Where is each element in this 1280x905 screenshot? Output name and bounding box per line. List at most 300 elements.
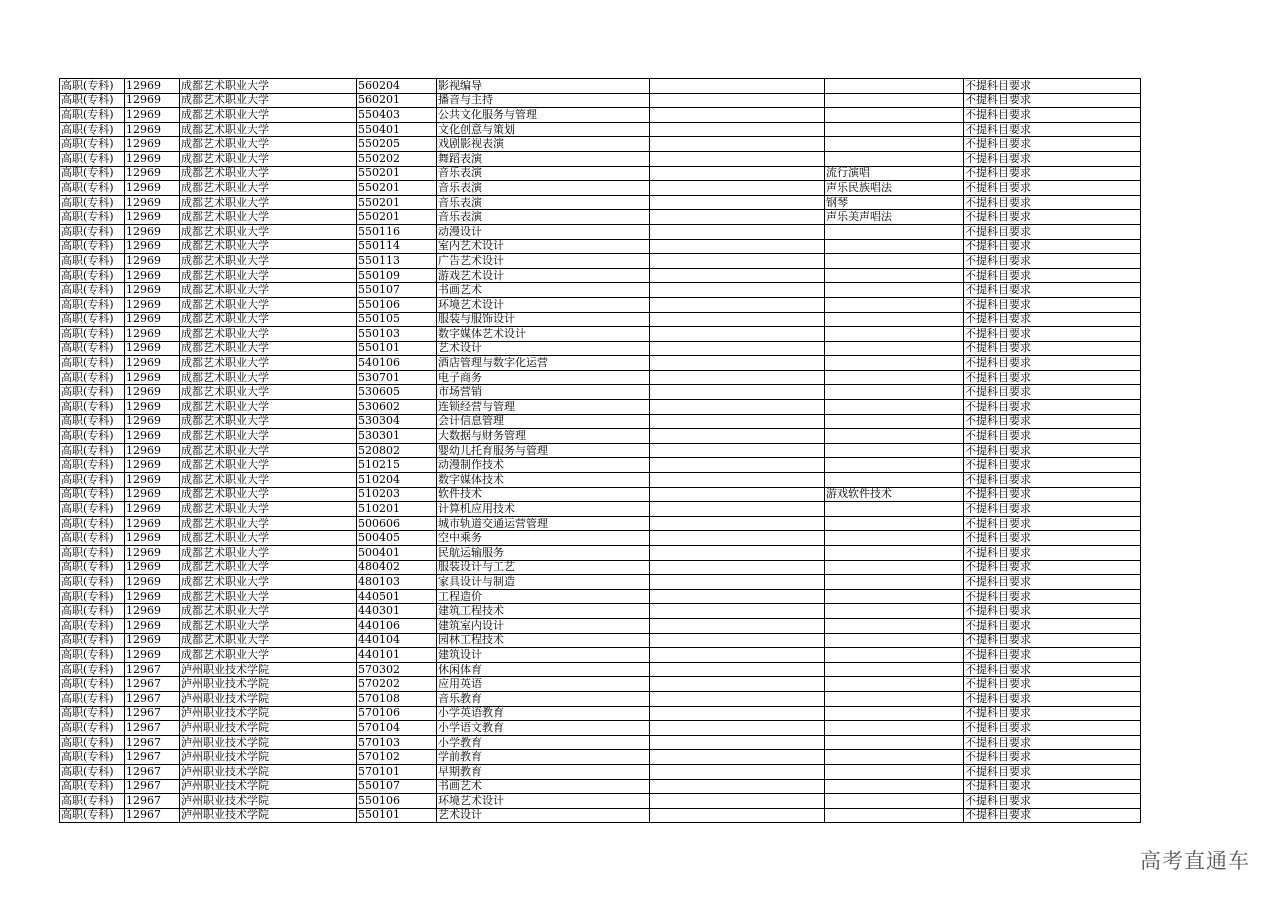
school-code-cell: 12967	[125, 794, 180, 809]
direction-cell	[825, 794, 964, 809]
level-cell: 高职(专科)	[60, 166, 125, 181]
school-name-cell: 成都艺术职业大学	[180, 648, 357, 663]
major-name-cell: 服装与服饰设计	[437, 312, 650, 327]
requirement-cell: 不提科目要求	[964, 239, 1141, 254]
major-name-cell: 音乐表演	[437, 195, 650, 210]
major-name-cell: 会计信息管理	[437, 414, 650, 429]
direction-cell	[825, 546, 964, 561]
level-cell: 高职(专科)	[60, 254, 125, 269]
table-row	[60, 706, 1141, 721]
level-cell: 高职(专科)	[60, 312, 125, 327]
note-cell	[650, 575, 825, 590]
school-code-cell: 12969	[125, 429, 180, 444]
major-name-cell: 家具设计与制造	[437, 575, 650, 590]
major-name-cell: 建筑工程技术	[437, 604, 650, 619]
school-name-cell: 成都艺术职业大学	[180, 487, 357, 502]
direction-cell	[825, 79, 964, 94]
requirement-cell: 不提科目要求	[964, 808, 1141, 823]
table-row	[60, 531, 1141, 546]
table-row	[60, 443, 1141, 458]
major-name-cell: 计算机应用技术	[437, 502, 650, 517]
school-code-cell: 12969	[125, 137, 180, 152]
level-cell: 高职(专科)	[60, 370, 125, 385]
requirement-cell: 不提科目要求	[964, 458, 1141, 473]
table-row	[60, 356, 1141, 371]
school-name-cell: 泸州职业技术学院	[180, 706, 357, 721]
school-code-cell: 12969	[125, 195, 180, 210]
direction-cell	[825, 429, 964, 444]
level-cell: 高职(专科)	[60, 108, 125, 123]
watermark-logo: 高考直通车	[1140, 849, 1250, 873]
table-row	[60, 239, 1141, 254]
direction-cell	[825, 750, 964, 765]
requirement-cell: 不提科目要求	[964, 546, 1141, 561]
direction-cell: 游戏软件技术	[825, 487, 964, 502]
note-cell	[650, 429, 825, 444]
major-code-cell: 500606	[357, 516, 437, 531]
major-code-cell: 530301	[357, 429, 437, 444]
major-name-cell: 市场营销	[437, 385, 650, 400]
requirement-cell: 不提科目要求	[964, 327, 1141, 342]
school-code-cell: 12969	[125, 473, 180, 488]
school-name-cell: 成都艺术职业大学	[180, 560, 357, 575]
note-cell	[650, 458, 825, 473]
table-row	[60, 414, 1141, 429]
note-cell	[650, 502, 825, 517]
major-name-cell: 空中乘务	[437, 531, 650, 546]
level-cell: 高职(专科)	[60, 93, 125, 108]
table-row	[60, 79, 1141, 94]
requirement-cell: 不提科目要求	[964, 312, 1141, 327]
table-row	[60, 254, 1141, 269]
table-row	[60, 458, 1141, 473]
requirement-cell: 不提科目要求	[964, 764, 1141, 779]
note-cell	[650, 239, 825, 254]
direction-cell	[825, 633, 964, 648]
note-cell	[650, 93, 825, 108]
note-cell	[650, 516, 825, 531]
level-cell: 高职(专科)	[60, 531, 125, 546]
table-row	[60, 502, 1141, 517]
note-cell	[650, 779, 825, 794]
requirement-cell: 不提科目要求	[964, 254, 1141, 269]
major-code-cell: 550201	[357, 210, 437, 225]
requirement-cell: 不提科目要求	[964, 794, 1141, 809]
table-row	[60, 604, 1141, 619]
school-code-cell: 12969	[125, 122, 180, 137]
school-name-cell: 泸州职业技术学院	[180, 779, 357, 794]
school-name-cell: 成都艺术职业大学	[180, 297, 357, 312]
school-name-cell: 成都艺术职业大学	[180, 414, 357, 429]
major-code-cell: 550107	[357, 283, 437, 298]
level-cell: 高职(专科)	[60, 706, 125, 721]
requirement-cell: 不提科目要求	[964, 473, 1141, 488]
requirement-cell: 不提科目要求	[964, 662, 1141, 677]
table-row	[60, 546, 1141, 561]
major-name-cell: 大数据与财务管理	[437, 429, 650, 444]
direction-cell	[825, 341, 964, 356]
major-name-cell: 音乐教育	[437, 691, 650, 706]
major-code-cell: 550116	[357, 224, 437, 239]
note-cell	[650, 181, 825, 196]
note-cell	[650, 400, 825, 415]
table-row	[60, 297, 1141, 312]
school-name-cell: 泸州职业技术学院	[180, 750, 357, 765]
level-cell: 高职(专科)	[60, 151, 125, 166]
school-code-cell: 12969	[125, 327, 180, 342]
school-name-cell: 泸州职业技术学院	[180, 691, 357, 706]
school-code-cell: 12969	[125, 516, 180, 531]
major-code-cell: 550114	[357, 239, 437, 254]
requirement-cell: 不提科目要求	[964, 706, 1141, 721]
major-code-cell: 550113	[357, 254, 437, 269]
level-cell: 高职(专科)	[60, 79, 125, 94]
direction-cell	[825, 808, 964, 823]
table-row	[60, 750, 1141, 765]
school-code-cell: 12969	[125, 604, 180, 619]
requirement-cell: 不提科目要求	[964, 516, 1141, 531]
major-name-cell: 数字媒体艺术设计	[437, 327, 650, 342]
major-code-cell: 440106	[357, 618, 437, 633]
requirement-cell: 不提科目要求	[964, 181, 1141, 196]
school-code-cell: 12969	[125, 79, 180, 94]
direction-cell	[825, 151, 964, 166]
direction-cell	[825, 706, 964, 721]
level-cell: 高职(专科)	[60, 618, 125, 633]
direction-cell	[825, 137, 964, 152]
major-code-cell: 510203	[357, 487, 437, 502]
direction-cell	[825, 458, 964, 473]
direction-cell	[825, 283, 964, 298]
level-cell: 高职(专科)	[60, 283, 125, 298]
table-body	[60, 79, 1141, 823]
school-name-cell: 成都艺术职业大学	[180, 531, 357, 546]
major-code-cell: 570102	[357, 750, 437, 765]
school-name-cell: 成都艺术职业大学	[180, 458, 357, 473]
direction-cell	[825, 531, 964, 546]
requirement-cell: 不提科目要求	[964, 385, 1141, 400]
requirement-cell: 不提科目要求	[964, 429, 1141, 444]
major-code-cell: 540106	[357, 356, 437, 371]
note-cell	[650, 151, 825, 166]
school-code-cell: 12969	[125, 224, 180, 239]
major-code-cell: 480103	[357, 575, 437, 590]
note-cell	[650, 691, 825, 706]
level-cell: 高职(专科)	[60, 794, 125, 809]
direction-cell	[825, 297, 964, 312]
major-name-cell: 小学教育	[437, 735, 650, 750]
note-cell	[650, 224, 825, 239]
school-name-cell: 成都艺术职业大学	[180, 546, 357, 561]
school-name-cell: 泸州职业技术学院	[180, 764, 357, 779]
major-name-cell: 小学英语教育	[437, 706, 650, 721]
school-code-cell: 12969	[125, 531, 180, 546]
school-name-cell: 成都艺术职业大学	[180, 181, 357, 196]
note-cell	[650, 341, 825, 356]
note-cell	[650, 79, 825, 94]
major-code-cell: 560204	[357, 79, 437, 94]
direction-cell	[825, 662, 964, 677]
major-name-cell: 小学语文教育	[437, 721, 650, 736]
requirement-cell: 不提科目要求	[964, 531, 1141, 546]
requirement-cell: 不提科目要求	[964, 341, 1141, 356]
table-row	[60, 151, 1141, 166]
major-code-cell: 570101	[357, 764, 437, 779]
major-code-cell: 510201	[357, 502, 437, 517]
level-cell: 高职(专科)	[60, 750, 125, 765]
school-code-cell: 12969	[125, 151, 180, 166]
major-code-cell: 510204	[357, 473, 437, 488]
major-code-cell: 550105	[357, 312, 437, 327]
table-row	[60, 721, 1141, 736]
requirement-cell: 不提科目要求	[964, 356, 1141, 371]
requirement-cell: 不提科目要求	[964, 779, 1141, 794]
level-cell: 高职(专科)	[60, 327, 125, 342]
note-cell	[650, 604, 825, 619]
table-row	[60, 764, 1141, 779]
school-name-cell: 成都艺术职业大学	[180, 400, 357, 415]
requirement-cell: 不提科目要求	[964, 648, 1141, 663]
school-name-cell: 成都艺术职业大学	[180, 79, 357, 94]
school-name-cell: 成都艺术职业大学	[180, 443, 357, 458]
major-code-cell: 570108	[357, 691, 437, 706]
school-name-cell: 泸州职业技术学院	[180, 794, 357, 809]
school-code-cell: 12969	[125, 487, 180, 502]
note-cell	[650, 706, 825, 721]
table-row	[60, 560, 1141, 575]
table-row	[60, 575, 1141, 590]
note-cell	[650, 764, 825, 779]
level-cell: 高职(专科)	[60, 224, 125, 239]
school-code-cell: 12969	[125, 618, 180, 633]
note-cell	[650, 560, 825, 575]
major-name-cell: 戏剧影视表演	[437, 137, 650, 152]
table-row	[60, 268, 1141, 283]
level-cell: 高职(专科)	[60, 122, 125, 137]
major-code-cell: 550401	[357, 122, 437, 137]
school-code-cell: 12969	[125, 341, 180, 356]
level-cell: 高职(专科)	[60, 516, 125, 531]
level-cell: 高职(专科)	[60, 443, 125, 458]
table-row	[60, 312, 1141, 327]
note-cell	[650, 122, 825, 137]
school-name-cell: 成都艺术职业大学	[180, 122, 357, 137]
major-code-cell: 550103	[357, 327, 437, 342]
major-code-cell: 530605	[357, 385, 437, 400]
major-code-cell: 550201	[357, 195, 437, 210]
major-name-cell: 酒店管理与数字化运营	[437, 356, 650, 371]
direction-cell	[825, 575, 964, 590]
note-cell	[650, 312, 825, 327]
note-cell	[650, 473, 825, 488]
requirement-cell: 不提科目要求	[964, 633, 1141, 648]
school-code-cell: 12969	[125, 297, 180, 312]
note-cell	[650, 137, 825, 152]
school-name-cell: 成都艺术职业大学	[180, 195, 357, 210]
level-cell: 高职(专科)	[60, 473, 125, 488]
school-name-cell: 成都艺术职业大学	[180, 283, 357, 298]
requirement-cell: 不提科目要求	[964, 210, 1141, 225]
school-code-cell: 12969	[125, 443, 180, 458]
school-name-cell: 成都艺术职业大学	[180, 385, 357, 400]
table-row	[60, 181, 1141, 196]
level-cell: 高职(专科)	[60, 414, 125, 429]
note-cell	[650, 268, 825, 283]
table-row	[60, 224, 1141, 239]
major-code-cell: 530602	[357, 400, 437, 415]
note-cell	[650, 166, 825, 181]
note-cell	[650, 735, 825, 750]
major-code-cell: 530304	[357, 414, 437, 429]
major-code-cell: 570103	[357, 735, 437, 750]
school-name-cell: 泸州职业技术学院	[180, 808, 357, 823]
table-row	[60, 735, 1141, 750]
direction-cell	[825, 385, 964, 400]
direction-cell	[825, 356, 964, 371]
major-code-cell: 500401	[357, 546, 437, 561]
major-code-cell: 570302	[357, 662, 437, 677]
major-code-cell: 560201	[357, 93, 437, 108]
school-name-cell: 成都艺术职业大学	[180, 210, 357, 225]
major-name-cell: 环境艺术设计	[437, 297, 650, 312]
table-row	[60, 808, 1141, 823]
note-cell	[650, 546, 825, 561]
school-code-cell: 12969	[125, 575, 180, 590]
school-code-cell: 12969	[125, 181, 180, 196]
direction-cell	[825, 370, 964, 385]
major-name-cell: 书画艺术	[437, 779, 650, 794]
direction-cell	[825, 239, 964, 254]
school-code-cell: 12969	[125, 414, 180, 429]
direction-cell	[825, 735, 964, 750]
note-cell	[650, 794, 825, 809]
major-code-cell: 500405	[357, 531, 437, 546]
direction-cell	[825, 224, 964, 239]
major-name-cell: 音乐表演	[437, 181, 650, 196]
direction-cell	[825, 677, 964, 692]
school-code-cell: 12969	[125, 108, 180, 123]
direction-cell: 流行演唱	[825, 166, 964, 181]
major-name-cell: 民航运输服务	[437, 546, 650, 561]
school-code-cell: 12967	[125, 808, 180, 823]
school-code-cell: 12969	[125, 93, 180, 108]
level-cell: 高职(专科)	[60, 195, 125, 210]
school-code-cell: 12967	[125, 735, 180, 750]
level-cell: 高职(专科)	[60, 487, 125, 502]
level-cell: 高职(专科)	[60, 604, 125, 619]
table-row	[60, 166, 1141, 181]
table-row	[60, 662, 1141, 677]
major-name-cell: 音乐表演	[437, 166, 650, 181]
level-cell: 高职(专科)	[60, 429, 125, 444]
table-row	[60, 618, 1141, 633]
requirement-cell: 不提科目要求	[964, 750, 1141, 765]
school-code-cell: 12969	[125, 239, 180, 254]
level-cell: 高职(专科)	[60, 735, 125, 750]
note-cell	[650, 633, 825, 648]
major-code-cell: 440101	[357, 648, 437, 663]
level-cell: 高职(专科)	[60, 589, 125, 604]
school-code-cell: 12969	[125, 283, 180, 298]
table-row	[60, 677, 1141, 692]
major-code-cell: 550109	[357, 268, 437, 283]
table-row	[60, 283, 1141, 298]
level-cell: 高职(专科)	[60, 268, 125, 283]
school-code-cell: 12969	[125, 458, 180, 473]
note-cell	[650, 385, 825, 400]
note-cell	[650, 531, 825, 546]
major-name-cell: 建筑设计	[437, 648, 650, 663]
major-name-cell: 文化创意与策划	[437, 122, 650, 137]
major-code-cell: 550101	[357, 808, 437, 823]
note-cell	[650, 721, 825, 736]
major-name-cell: 连锁经营与管理	[437, 400, 650, 415]
major-name-cell: 播音与主持	[437, 93, 650, 108]
direction-cell	[825, 560, 964, 575]
school-code-cell: 12969	[125, 370, 180, 385]
level-cell: 高职(专科)	[60, 546, 125, 561]
major-code-cell: 480402	[357, 560, 437, 575]
requirement-cell: 不提科目要求	[964, 560, 1141, 575]
requirement-cell: 不提科目要求	[964, 575, 1141, 590]
major-name-cell: 艺术设计	[437, 341, 650, 356]
requirement-cell: 不提科目要求	[964, 487, 1141, 502]
requirement-cell: 不提科目要求	[964, 691, 1141, 706]
major-name-cell: 数字媒体技术	[437, 473, 650, 488]
requirement-cell: 不提科目要求	[964, 618, 1141, 633]
requirement-cell: 不提科目要求	[964, 93, 1141, 108]
direction-cell	[825, 473, 964, 488]
level-cell: 高职(专科)	[60, 137, 125, 152]
direction-cell	[825, 691, 964, 706]
school-code-cell: 12967	[125, 721, 180, 736]
table-row	[60, 210, 1141, 225]
major-code-cell: 570104	[357, 721, 437, 736]
level-cell: 高职(专科)	[60, 341, 125, 356]
note-cell	[650, 618, 825, 633]
school-code-cell: 12969	[125, 166, 180, 181]
school-name-cell: 成都艺术职业大学	[180, 254, 357, 269]
note-cell	[650, 327, 825, 342]
note-cell	[650, 443, 825, 458]
note-cell	[650, 589, 825, 604]
school-code-cell: 12969	[125, 210, 180, 225]
school-name-cell: 成都艺术职业大学	[180, 137, 357, 152]
note-cell	[650, 283, 825, 298]
table-row	[60, 516, 1141, 531]
school-code-cell: 12967	[125, 706, 180, 721]
direction-cell: 声乐美声唱法	[825, 210, 964, 225]
requirement-cell: 不提科目要求	[964, 151, 1141, 166]
requirement-cell: 不提科目要求	[964, 589, 1141, 604]
school-code-cell: 12969	[125, 546, 180, 561]
major-code-cell: 440301	[357, 604, 437, 619]
level-cell: 高职(专科)	[60, 808, 125, 823]
school-code-cell: 12969	[125, 400, 180, 415]
direction-cell	[825, 779, 964, 794]
direction-cell	[825, 93, 964, 108]
level-cell: 高职(专科)	[60, 662, 125, 677]
note-cell	[650, 677, 825, 692]
major-name-cell: 婴幼儿托育服务与管理	[437, 443, 650, 458]
note-cell	[650, 356, 825, 371]
direction-cell	[825, 764, 964, 779]
note-cell	[650, 108, 825, 123]
level-cell: 高职(专科)	[60, 400, 125, 415]
school-code-cell: 12967	[125, 662, 180, 677]
direction-cell	[825, 414, 964, 429]
school-name-cell: 成都艺术职业大学	[180, 502, 357, 517]
